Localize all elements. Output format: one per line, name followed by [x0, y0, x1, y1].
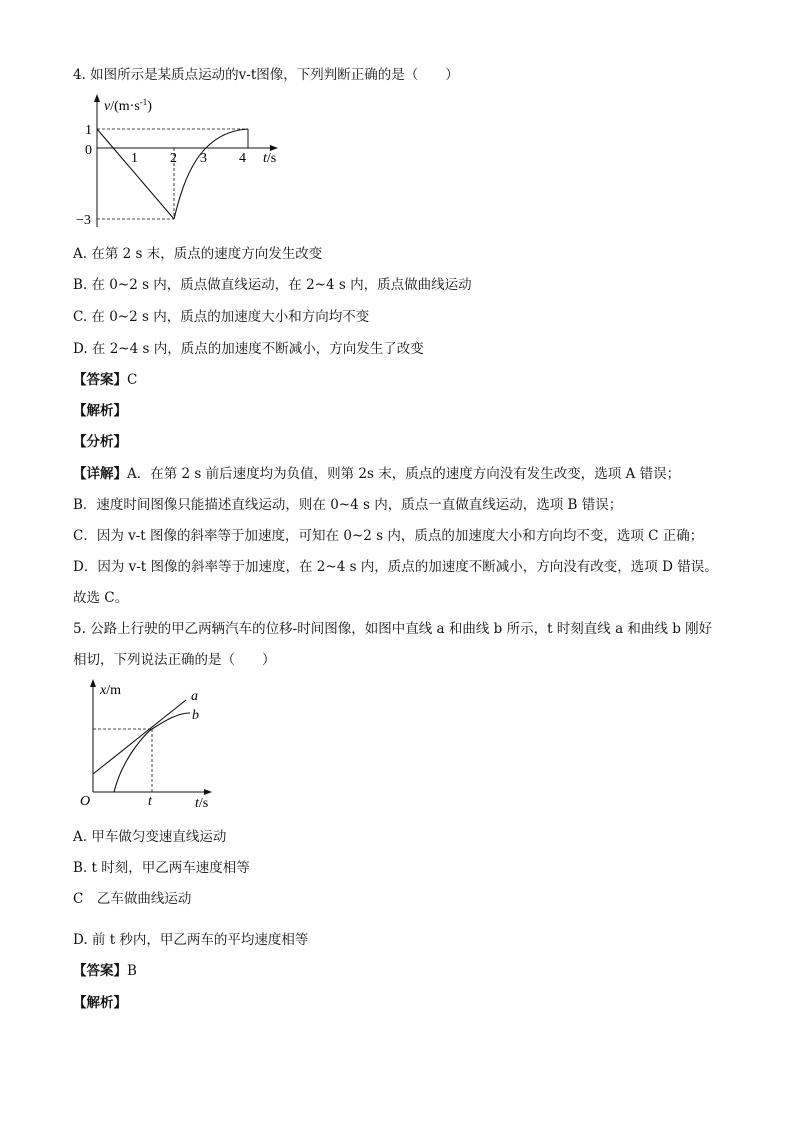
- q4-answer: [73, 371, 137, 389]
- q4-ytick-neg3: −3: [76, 213, 91, 228]
- q5-option-b: B. t 时刻，甲乙两车速度相等: [73, 860, 250, 876]
- q4-xtick-1: 1: [131, 151, 138, 166]
- q4-detail-d: D．因为 v-t 图像的斜率等于加速度，在 2~4 s 内，质点的加速度不断减小，方向没有改变，选项 D 错误。: [73, 559, 718, 575]
- q4-option-a: A. 在第 2 s 末，质点的速度方向发生改变: [73, 246, 323, 262]
- q4-t-axis-label: t/s: [263, 151, 277, 166]
- q4-line-0-2s: [97, 129, 174, 219]
- q5-tick-t: t: [148, 794, 152, 809]
- q5-answer-value: B: [127, 963, 137, 979]
- q4-conclusion: 故选 C。: [73, 590, 129, 606]
- q4-v-axis-arrow: [94, 94, 100, 102]
- q4-detail-c: C．因为 v-t 图像的斜率等于加速度，可知在 0~2 s 内，质点的加速度大小和方向均不变，选项 C 正确；: [73, 528, 704, 544]
- q5-t-axis-label: t/s: [195, 796, 209, 811]
- q5-xt-graph: [78, 676, 228, 811]
- q4-curve-2-4s: [174, 129, 248, 219]
- q4-analysis-tag: 【解析】: [73, 403, 127, 419]
- q5-analysis-tag: 【解析】: [73, 995, 127, 1011]
- q5-stem-line2: 相切，下列说法正确的是（ ）: [73, 652, 276, 668]
- q5-option-d: D. 前 t 秒内，甲乙两车的平均速度相等: [73, 932, 309, 948]
- q5-option-a: A. 甲车做匀变速直线运动: [73, 829, 227, 845]
- q5-answer: [73, 962, 137, 980]
- q4-xtick-3: 3: [200, 151, 207, 166]
- q5-label-b: b: [192, 708, 199, 723]
- q5-label-a: a: [191, 689, 198, 704]
- q5-x-axis-label: x/m: [100, 683, 121, 698]
- q4-v-axis-label: $v/(m\cdot s^{-1})$: [104, 97, 152, 114]
- q4-detail-a: [73, 465, 680, 483]
- q4-detail-tag: 【详解】: [73, 466, 127, 482]
- q5-stem-line1: 5. 公路上行驶的甲乙两辆汽车的位移-时间图像，如图中直线 a 和曲线 b 所示，t 时刻直线 a 和曲线 b 刚好: [73, 621, 713, 637]
- q4-answer-value: C: [127, 372, 138, 388]
- q4-answer-tag: 【答案】: [73, 372, 127, 388]
- q4-option-d: D. 在 2~4 s 内，质点的加速度不断减小，方向发生了改变: [73, 341, 424, 357]
- q5-option-c: C 乙车做曲线运动: [73, 891, 192, 907]
- q4-ytick-0: 0: [85, 143, 92, 158]
- q4-vt-graph: [76, 92, 292, 232]
- q4-detail-a-text: A．在第 2 s 前后速度均为负值，则第 2s 末，质点的速度方向没有发生改变，选项 A 错误；: [127, 466, 681, 482]
- q5-line-a: [93, 700, 186, 774]
- q4-xtick-4: 4: [239, 151, 246, 166]
- q4-stem: 4. 如图所示是某质点运动的v-t图像，下列判断正确的是（ ）: [73, 67, 459, 83]
- q4-fenxi-tag: 【分析】: [73, 434, 127, 450]
- q5-x-axis-arrow: [90, 679, 96, 687]
- q5-origin-label: O: [80, 794, 91, 809]
- q4-detail-b: B．速度时间图像只能描述直线运动，则在 0~4 s 内，质点一直做直线运动，选项 B 错误；: [73, 497, 623, 513]
- q4-option-c: C. 在 0~2 s 内，质点的加速度大小和方向均不变: [73, 309, 370, 325]
- q4-xtick-2: 2: [170, 151, 177, 166]
- q4-ytick-1: 1: [85, 123, 92, 138]
- q5-answer-tag: 【答案】: [73, 963, 127, 979]
- q4-option-b: B. 在 0~2 s 内，质点做直线运动，在 2~4 s 内，质点做曲线运动: [73, 277, 472, 293]
- q5-t-axis-arrow: [204, 789, 212, 795]
